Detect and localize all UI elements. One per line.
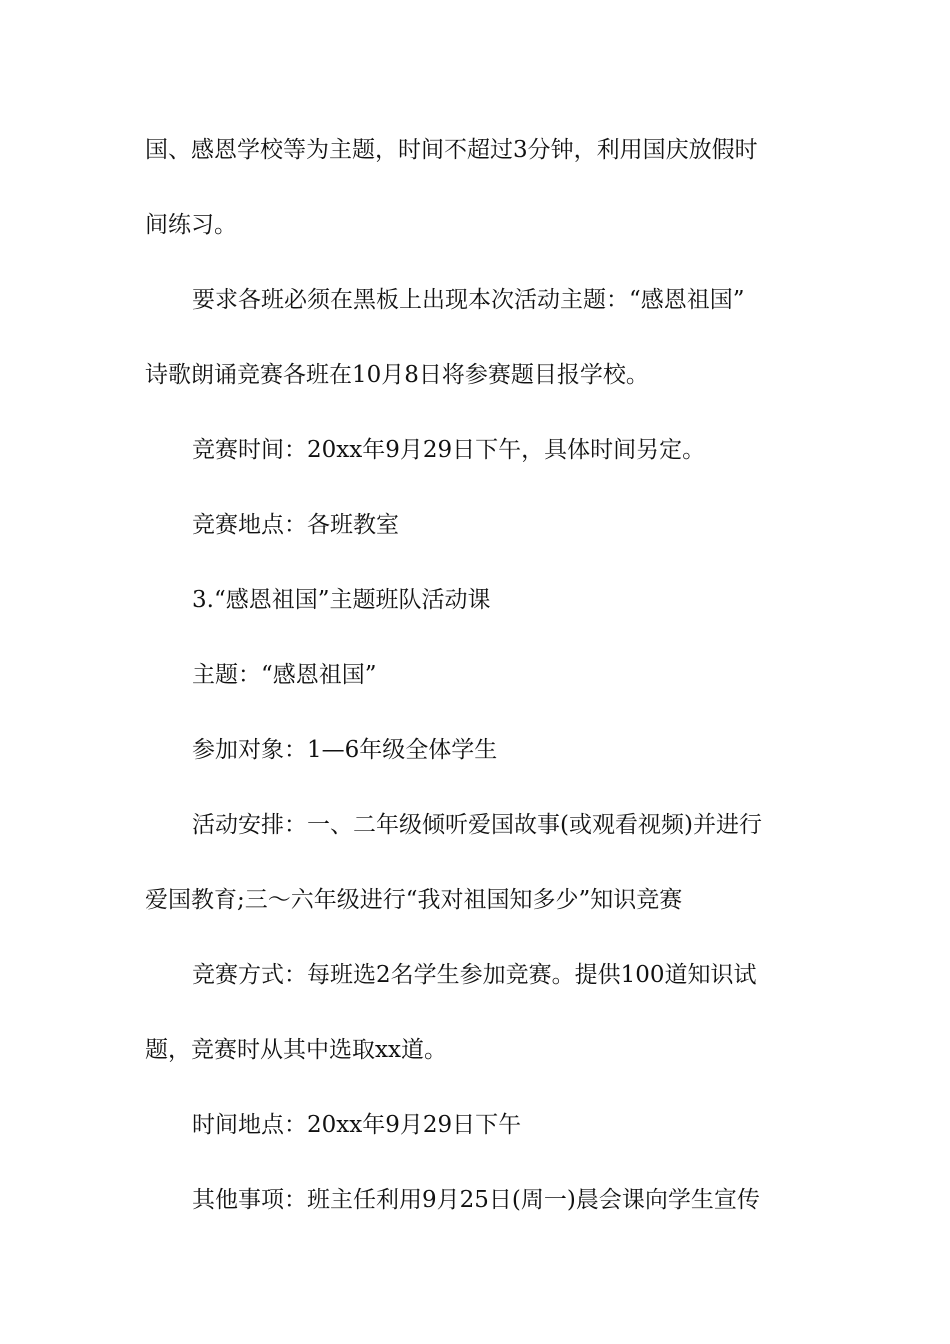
paragraph-line: 要求各班必须在黑板上出现本次活动主题：“感恩祖国” — [192, 287, 745, 313]
paragraph-line: 主题：“感恩祖国” — [192, 662, 377, 688]
paragraph-line: 其他事项：班主任利用9月25日(周一)晨会课向学生宣传 — [192, 1187, 760, 1213]
paragraph-line: 竞赛方式：每班选2名学生参加竞赛。提供100道知识试 — [192, 962, 757, 988]
paragraph-line: 竞赛时间：20xx年9月29日下午，具体时间另定。 — [192, 437, 706, 463]
paragraph-line: 国、感恩学校等为主题，时间不超过3分钟，利用国庆放假时 — [145, 137, 758, 163]
paragraph-line: 活动安排：一、二年级倾听爱国故事(或观看视频)并进行 — [192, 812, 762, 838]
paragraph-line: 间练习。 — [145, 212, 237, 238]
paragraph-line: 参加对象：1—6年级全体学生 — [192, 737, 498, 763]
paragraph-line: 爱国教育;三～六年级进行“我对祖国知多少”知识竞赛 — [145, 887, 683, 913]
paragraph-line: 题，竞赛时从其中选取xx道。 — [145, 1037, 447, 1063]
section-heading: 3.“感恩祖国”主题班队活动课 — [192, 587, 491, 613]
paragraph-line: 时间地点：20xx年9月29日下午 — [192, 1112, 522, 1138]
paragraph-line: 竞赛地点：各班教室 — [192, 512, 399, 538]
paragraph-line: 诗歌朗诵竞赛各班在10月8日将参赛题目报学校。 — [145, 362, 649, 388]
